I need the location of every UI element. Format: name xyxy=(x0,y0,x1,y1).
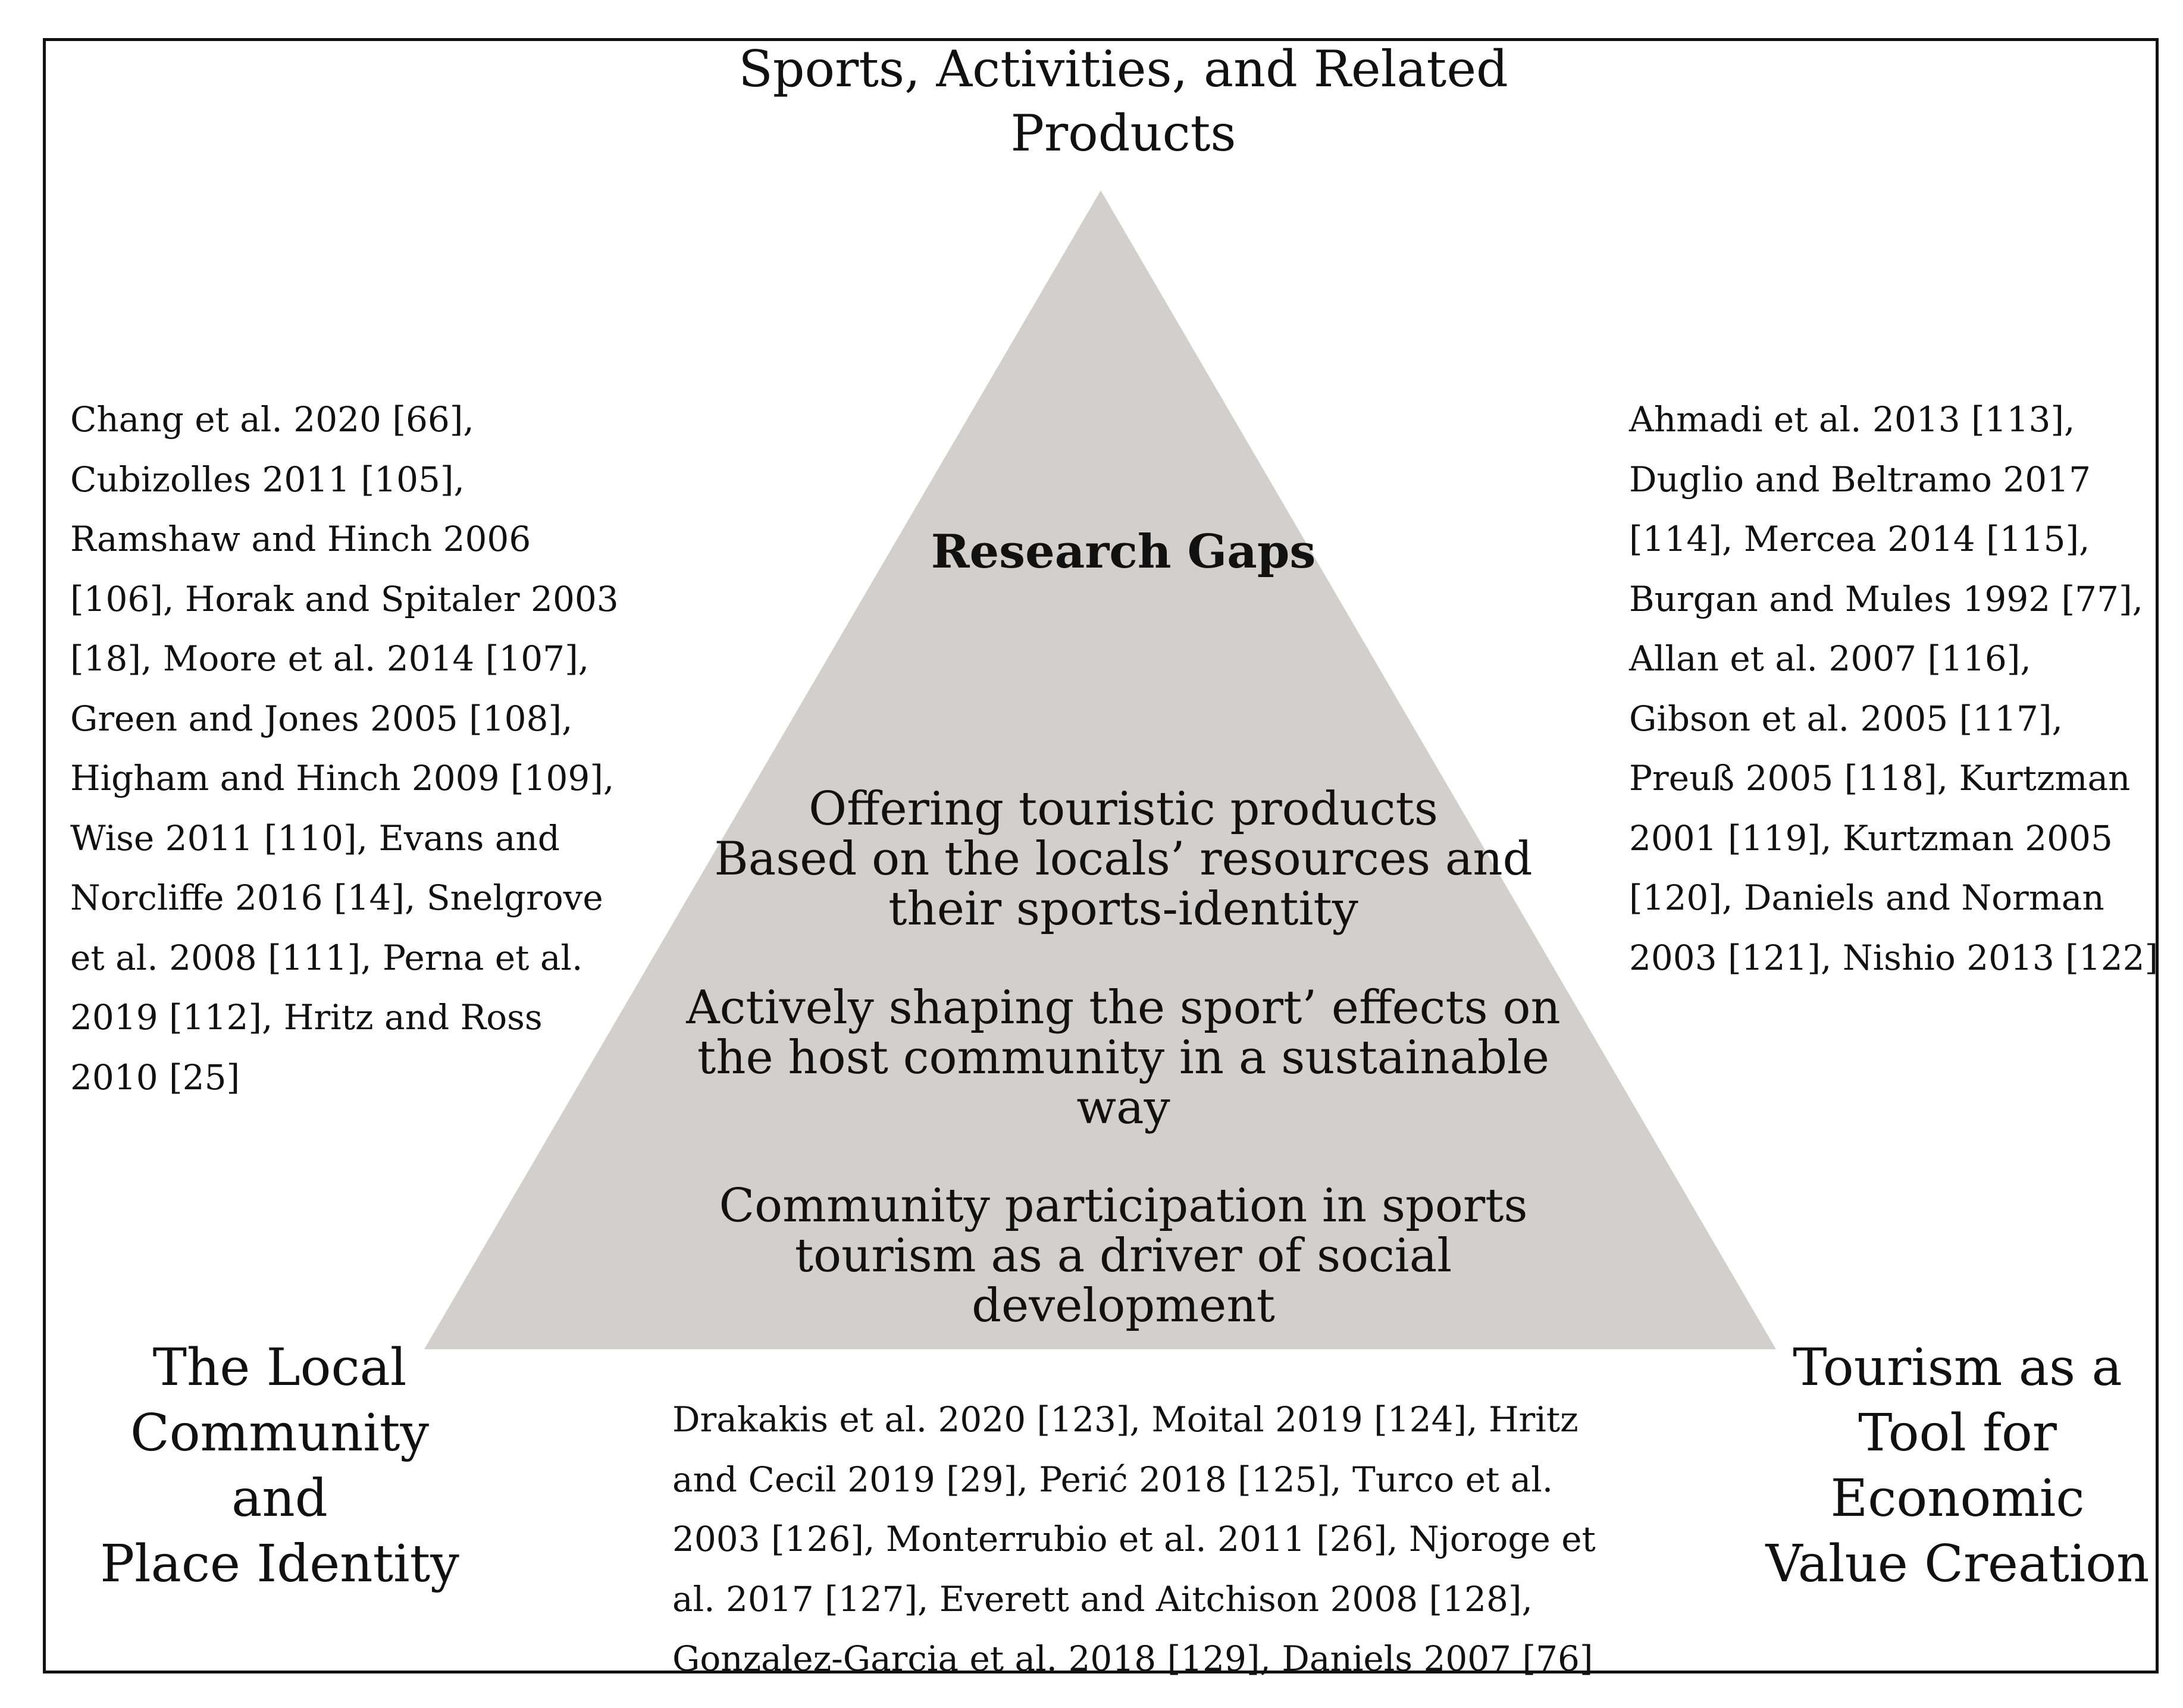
citation-line: Chang et al. 2020 [66], xyxy=(70,399,474,440)
corner-label-line: Community and xyxy=(130,1403,430,1528)
citation-line: Higham and Hinch 2009 [109], xyxy=(70,758,615,798)
citation-line: et al. 2008 [111], Perna et al. xyxy=(70,937,583,978)
citation-line: and Cecil 2019 [29], Perić 2018 [125], Turco et al. xyxy=(672,1459,1554,1500)
left-vertex-label xyxy=(77,1335,482,1597)
citation-line: [106], Horak and Spitaler 2003 xyxy=(70,578,619,619)
citation-line: [114], Mercea 2014 [115], xyxy=(1629,519,2090,559)
citation-line: Norcliffe 2016 [14], Snelgrove xyxy=(70,877,603,918)
gap-line: their sports-identity xyxy=(888,882,1358,936)
citation-line: 2010 [25] xyxy=(70,1057,240,1098)
citation-line: Ramshaw and Hinch 2006 xyxy=(70,519,531,559)
citation-line: Ahmadi et al. 2013 [113], xyxy=(1629,399,2075,440)
citation-line: 2003 [121], Nishio 2013 [122] xyxy=(1629,937,2159,978)
corner-label-line: Place Identity xyxy=(100,1534,459,1594)
corner-label-line: Economic xyxy=(1830,1469,2085,1528)
right-vertex-label xyxy=(1743,1335,2172,1597)
citation-line: 2001 [119], Kurtzman 2005 xyxy=(1629,817,2113,858)
gap-item xyxy=(647,983,1599,1133)
citation-line: [18], Moore et al. 2014 [107], xyxy=(70,638,590,679)
citation-line: Allan et al. 2007 [116], xyxy=(1629,638,2031,679)
gap-line: Based on the locals’ resources and xyxy=(714,832,1533,886)
gap-line: way xyxy=(1076,1081,1170,1135)
right-citations xyxy=(1629,390,2158,988)
citation-line: Wise 2011 [110], Evans and xyxy=(70,817,560,858)
citation-line: Preuß 2005 [118], Kurtzman xyxy=(1629,758,2131,798)
gap-line: Actively shaping the sport’ effects on xyxy=(686,981,1561,1035)
gap-line: Offering touristic products xyxy=(809,782,1438,836)
citation-line: Burgan and Mules 1992 [77], xyxy=(1629,578,2144,619)
citation-line: Gibson et al. 2005 [117], xyxy=(1629,698,2063,739)
gap-item xyxy=(647,784,1599,934)
citation-line: Cubizolles 2011 [105], xyxy=(70,459,465,500)
top-vertex-label xyxy=(647,37,1599,165)
citation-line: al. 2017 [127], Everett and Aitchison 2008 [128], xyxy=(672,1578,1533,1619)
citation-line: 2019 [112], Hritz and Ross xyxy=(70,997,543,1038)
corner-label-line: Value Creation xyxy=(1765,1534,2150,1594)
citation-line: [120], Daniels and Norman xyxy=(1629,877,2104,918)
citation-line: Gonzalez-Garcia et al. 2018 [129], Daniels 2007 [76] xyxy=(672,1638,1593,1679)
corner-label-line: Tool for xyxy=(1858,1403,2057,1463)
gap-line: the host community in a sustainable xyxy=(697,1031,1550,1085)
citation-line: Green and Jones 2005 [108], xyxy=(70,698,573,739)
citation-line: Duglio and Beltramo 2017 xyxy=(1629,459,2091,500)
left-citations xyxy=(70,390,619,1107)
citation-line: 2003 [126], Monterrubio et al. 2011 [26], Njoroge et xyxy=(672,1519,1596,1559)
corner-label-line: Tourism as a xyxy=(1793,1338,2122,1397)
corner-label-line: The Local xyxy=(152,1338,407,1397)
gap-line: tourism as a driver of social xyxy=(794,1229,1452,1283)
citation-line: Drakakis et al. 2020 [123], Moital 2019 [124], Hritz xyxy=(672,1399,1578,1440)
gap-line: Community participation in sports xyxy=(719,1179,1528,1233)
research-gaps-heading: Research Gaps xyxy=(931,525,1316,579)
bottom-citations xyxy=(672,1390,1596,1689)
top-label-line: Products xyxy=(1010,104,1236,162)
gap-line: development xyxy=(972,1279,1275,1333)
top-label-line: Sports, Activities, and Related xyxy=(738,40,1508,98)
gap-item xyxy=(647,1181,1599,1331)
